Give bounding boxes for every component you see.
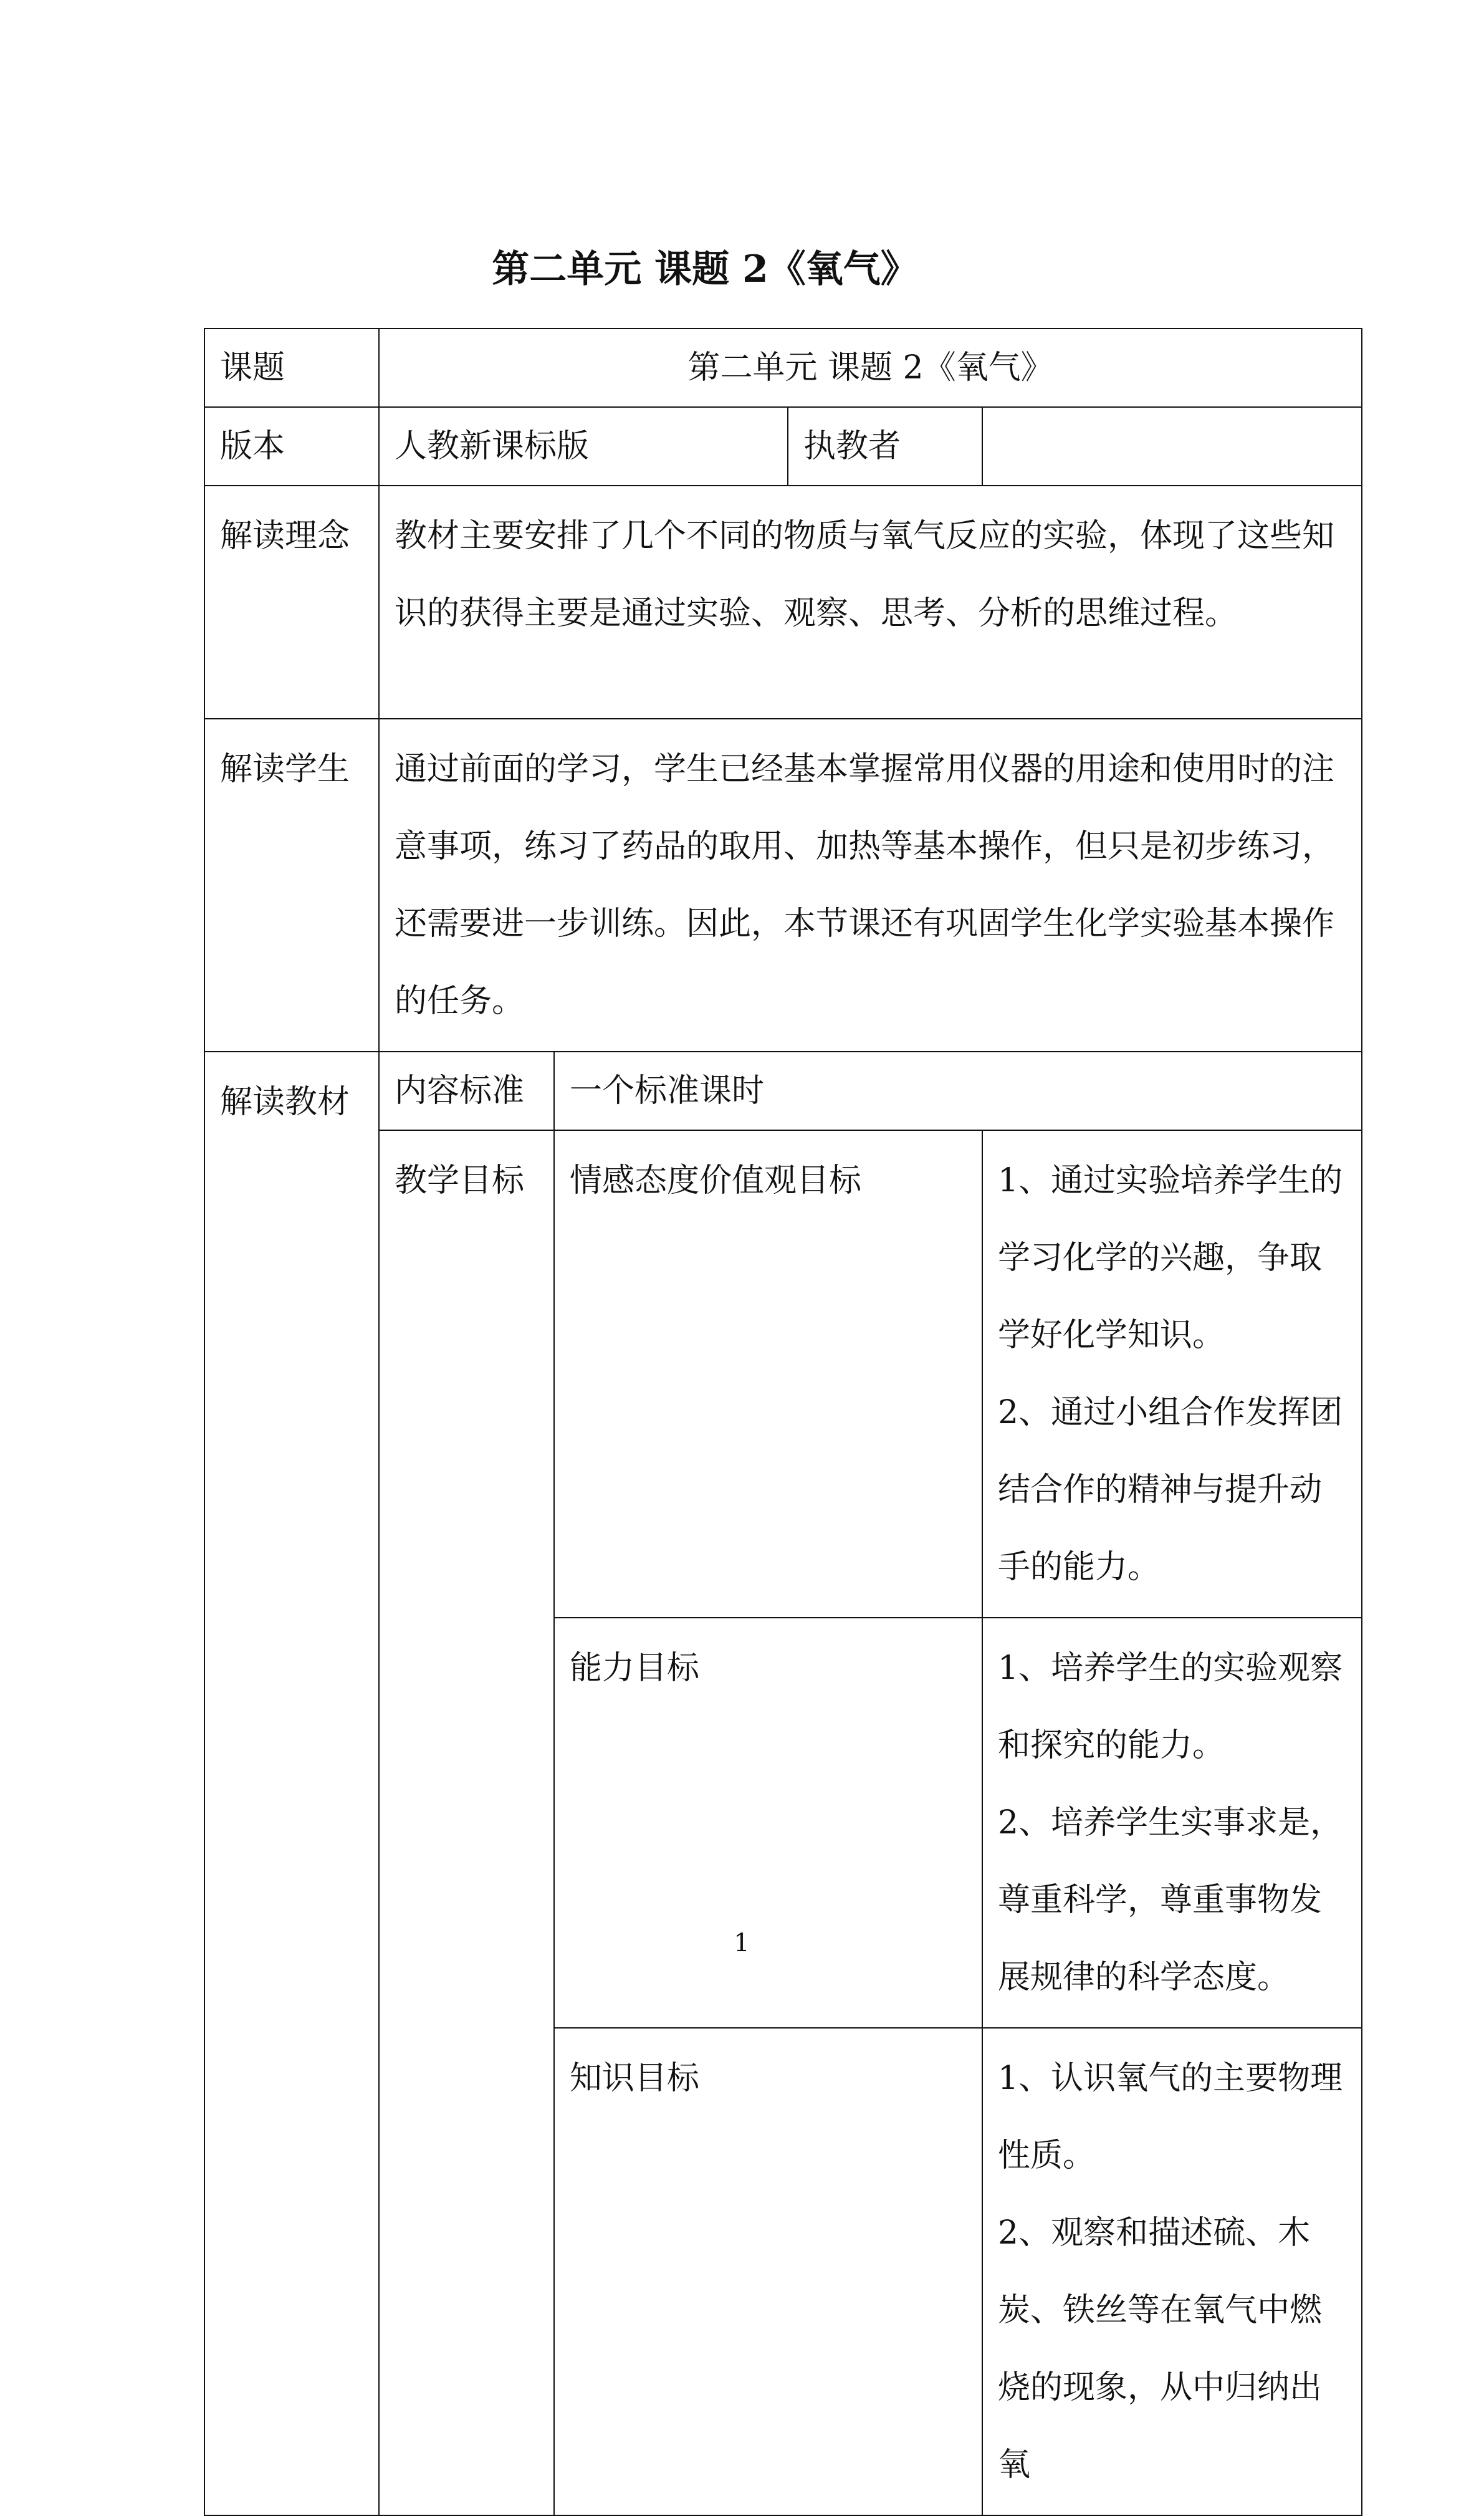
lesson-plan-table [204,328,1362,2516]
goal-item: 1、认识氧气的主要物理性质。 [998,2060,1343,2174]
materials-label: 解读教材 [204,1052,379,2515]
goal-item: 1、培养学生的实验观察和探究的能力。 [998,1649,1343,1764]
goal-label: 知识目标 [554,2028,982,2515]
goal-items [982,1618,1362,2028]
document-title: 第二单元 课题 2《氧气》 [492,247,918,291]
content-standard-label: 内容标准 [379,1052,554,1130]
goal-item: 2、观察和描述硫、木炭、铁丝等在氧气中燃烧的现象，从中归纳出氧 [998,2214,1323,2484]
edition-row [204,407,1362,486]
goal-items [982,2028,1362,2515]
students-row [204,719,1362,1052]
topic-row [204,329,1362,407]
goal-items [982,1130,1362,1618]
page-number: 1 [734,1929,750,1957]
students-label: 解读学生 [204,719,379,1052]
teacher-value [982,407,1362,486]
topic-value: 第二单元 课题 2《氧气》 [379,329,1362,407]
concept-label: 解读理念 [204,486,379,719]
goal-item: 1、通过实验培养学生的学习化学的兴趣，争取学好化学知识。 [998,1162,1343,1354]
goal-item: 2、通过小组合作发挥团结合作的精神与提升动手的能力。 [998,1394,1343,1586]
edition-label: 版本 [204,407,379,486]
content-standard-row [204,1052,1362,1130]
concept-row [204,486,1362,719]
content-standard-value: 一个标准课时 [554,1052,1362,1130]
teaching-goals-label: 教学目标 [379,1130,554,2515]
goal-label: 能力目标 [554,1618,982,2028]
goal-label: 情感态度价值观目标 [554,1130,982,1618]
teacher-label: 执教者 [788,407,982,486]
students-text: 通过前面的学习，学生已经基本掌握常用仪器的用途和使用时的注意事项，练习了药品的取用、加热等基本操作，但只是初步练习，还需要进一步训练。因此，本节课还有巩固学生化学实验基本操作的任务。 [379,719,1362,1052]
goal-item: 2、培养学生实事求是，尊重科学，尊重事物发展规律的科学态度。 [998,1804,1343,1996]
topic-label: 课题 [204,329,379,407]
edition-value: 人教新课标版 [379,407,788,486]
concept-text: 教材主要安排了几个不同的物质与氧气反应的实验，体现了这些知识的获得主要是通过实验、观察、思考、分析的思维过程。 [379,486,1362,719]
